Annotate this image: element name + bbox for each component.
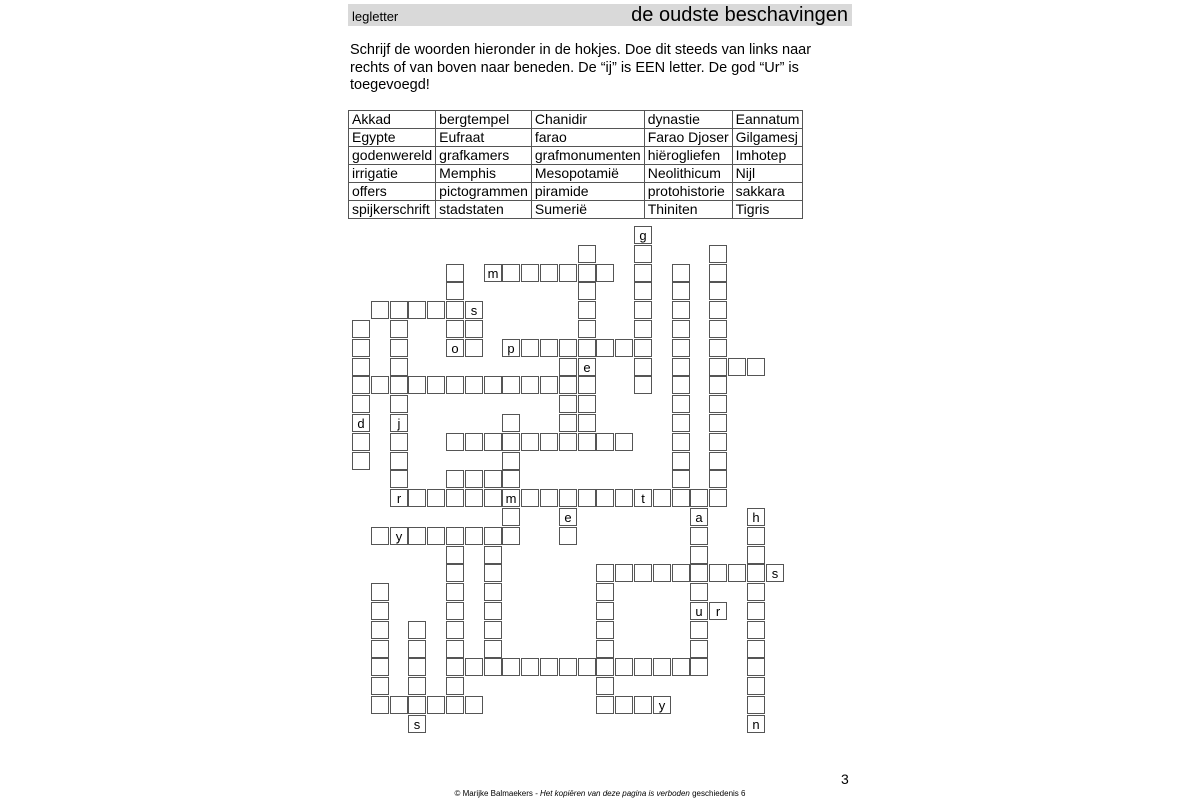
crossword-cell[interactable]	[709, 489, 727, 507]
word-cell: Akkad	[349, 111, 436, 129]
crossword-cell[interactable]	[690, 527, 708, 545]
crossword-cell[interactable]	[521, 433, 539, 451]
crossword-cell[interactable]	[390, 452, 408, 470]
crossword-cell[interactable]	[352, 358, 370, 376]
crossword-cell[interactable]	[408, 677, 426, 695]
word-cell: pictogrammen	[436, 183, 532, 201]
crossword-cell[interactable]	[634, 658, 652, 676]
crossword-cell[interactable]	[634, 339, 652, 357]
crossword-cell[interactable]	[596, 640, 614, 658]
crossword-cell[interactable]	[728, 358, 746, 376]
crossword-cell[interactable]	[559, 376, 577, 394]
page-title: de oudste beschavingen	[631, 4, 848, 26]
crossword-cell[interactable]	[502, 658, 520, 676]
crossword-cell[interactable]	[371, 658, 389, 676]
crossword-cell[interactable]	[709, 282, 727, 300]
crossword-cell[interactable]	[371, 696, 389, 714]
crossword-cell[interactable]	[371, 301, 389, 319]
crossword-cell[interactable]	[352, 376, 370, 394]
crossword-cell[interactable]	[672, 395, 690, 413]
word-list-table	[348, 110, 803, 219]
crossword-cell[interactable]	[596, 339, 614, 357]
crossword-cell[interactable]	[672, 282, 690, 300]
crossword-cell[interactable]	[446, 470, 464, 488]
crossword-cell[interactable]	[578, 320, 596, 338]
crossword-cell[interactable]	[446, 658, 464, 676]
crossword-cell[interactable]	[634, 320, 652, 338]
crossword-cell[interactable]	[352, 433, 370, 451]
crossword-cell-given[interactable]: e	[559, 508, 577, 526]
table-row	[349, 129, 803, 147]
crossword-cell[interactable]	[615, 489, 633, 507]
instructions-text: Schrijf de woorden hieronder in de hokjes. Doe dit steeds van links naar rechts of van boven naar beneden. De “ij” is EEN letter. De god “Ur” is toegevoegd!	[350, 42, 812, 93]
crossword-cell[interactable]	[596, 621, 614, 639]
crossword-cell[interactable]	[653, 658, 671, 676]
crossword-cell[interactable]	[352, 452, 370, 470]
crossword-cell[interactable]	[540, 489, 558, 507]
crossword-cell[interactable]	[578, 245, 596, 263]
crossword-cell[interactable]	[672, 564, 690, 582]
word-cell: Gilgamesj	[732, 129, 803, 147]
crossword-cell[interactable]	[690, 489, 708, 507]
crossword-cell[interactable]	[540, 264, 558, 282]
crossword-cell[interactable]	[446, 677, 464, 695]
crossword-cell[interactable]	[408, 527, 426, 545]
crossword-cell[interactable]	[408, 640, 426, 658]
crossword-cell[interactable]	[371, 621, 389, 639]
crossword-cell[interactable]	[709, 564, 727, 582]
crossword-cell[interactable]	[559, 489, 577, 507]
crossword-cell[interactable]	[352, 320, 370, 338]
crossword-cell[interactable]	[484, 433, 502, 451]
crossword-cell-given[interactable]: j	[390, 414, 408, 432]
crossword-cell[interactable]	[615, 658, 633, 676]
table-row	[349, 183, 803, 201]
crossword-cell-given[interactable]: r	[390, 489, 408, 507]
crossword-cell-given[interactable]: o	[446, 339, 464, 357]
crossword-cell-given[interactable]: t	[634, 489, 652, 507]
crossword-cell[interactable]	[672, 376, 690, 394]
crossword-cell[interactable]	[484, 546, 502, 564]
word-cell: stadstaten	[436, 201, 532, 219]
crossword-cell[interactable]	[371, 640, 389, 658]
crossword-cell[interactable]	[446, 320, 464, 338]
crossword-cell[interactable]	[690, 658, 708, 676]
crossword-cell[interactable]	[446, 301, 464, 319]
word-cell: Nijl	[732, 165, 803, 183]
crossword-cell[interactable]	[352, 339, 370, 357]
crossword-cell-given[interactable]: u	[690, 602, 708, 620]
crossword-cell[interactable]	[390, 433, 408, 451]
crossword-cell[interactable]	[578, 395, 596, 413]
crossword-cell[interactable]	[596, 602, 614, 620]
crossword-cell[interactable]	[465, 696, 483, 714]
crossword-cell[interactable]	[521, 658, 539, 676]
crossword-cell[interactable]	[446, 564, 464, 582]
crossword-cell[interactable]	[446, 489, 464, 507]
crossword-cell[interactable]	[596, 433, 614, 451]
crossword-cell[interactable]	[408, 301, 426, 319]
crossword-cell[interactable]	[390, 470, 408, 488]
crossword-cell-given[interactable]: h	[747, 508, 765, 526]
crossword-cell[interactable]	[390, 696, 408, 714]
crossword-cell-given[interactable]: r	[709, 602, 727, 620]
crossword-cell[interactable]	[446, 433, 464, 451]
crossword-cell[interactable]	[502, 414, 520, 432]
crossword-cell-given[interactable]: m	[502, 489, 520, 507]
table-row	[349, 111, 803, 129]
crossword-cell[interactable]	[690, 564, 708, 582]
crossword-cell[interactable]	[578, 658, 596, 676]
crossword-cell[interactable]	[390, 358, 408, 376]
crossword-cell[interactable]	[690, 640, 708, 658]
crossword-cell[interactable]	[408, 489, 426, 507]
footer-subject: geschiedenis 6	[692, 789, 746, 798]
crossword-cell-given[interactable]: a	[690, 508, 708, 526]
crossword-cell-given[interactable]: s	[766, 564, 784, 582]
crossword-cell[interactable]	[465, 320, 483, 338]
crossword-cell[interactable]	[747, 546, 765, 564]
crossword-cell[interactable]	[427, 489, 445, 507]
crossword-cell[interactable]	[521, 376, 539, 394]
crossword-cell[interactable]	[446, 602, 464, 620]
crossword-cell[interactable]	[672, 433, 690, 451]
crossword-cell[interactable]	[747, 658, 765, 676]
crossword-cell[interactable]	[672, 489, 690, 507]
word-cell: sakkara	[732, 183, 803, 201]
crossword-cell[interactable]	[653, 564, 671, 582]
crossword-cell[interactable]	[559, 414, 577, 432]
footer-copyright: © Marijke Balmaekers	[454, 789, 533, 798]
header-label: legletter	[352, 9, 399, 24]
crossword-cell[interactable]	[446, 527, 464, 545]
crossword-cell[interactable]	[578, 282, 596, 300]
word-cell: hiërogliefen	[644, 147, 732, 165]
crossword-cell[interactable]	[390, 376, 408, 394]
word-cell: godenwereld	[349, 147, 436, 165]
crossword-cell[interactable]	[672, 470, 690, 488]
crossword-cell[interactable]	[465, 470, 483, 488]
crossword-cell[interactable]	[521, 264, 539, 282]
crossword-cell[interactable]	[465, 339, 483, 357]
footer-note: - Het kopiëren van deze pagina is verboden	[535, 789, 690, 798]
crossword-cell[interactable]	[502, 470, 520, 488]
crossword-cell[interactable]	[502, 508, 520, 526]
word-cell: Tigris	[732, 201, 803, 219]
crossword-cell[interactable]	[446, 583, 464, 601]
crossword-cell[interactable]	[427, 696, 445, 714]
crossword-cell[interactable]	[596, 264, 614, 282]
word-cell: Egypte	[349, 129, 436, 147]
crossword-cell[interactable]	[709, 470, 727, 488]
crossword-cell[interactable]	[446, 640, 464, 658]
crossword-cell[interactable]	[634, 264, 652, 282]
crossword-cell[interactable]	[596, 696, 614, 714]
crossword-cell[interactable]	[559, 339, 577, 357]
word-cell: grafmonumenten	[531, 147, 644, 165]
crossword-cell-given[interactable]: n	[747, 715, 765, 733]
word-cell: Thiniten	[644, 201, 732, 219]
crossword-cell[interactable]	[484, 640, 502, 658]
word-cell: grafkamers	[436, 147, 532, 165]
crossword-cell[interactable]	[747, 527, 765, 545]
table-row	[349, 201, 803, 219]
crossword-cell-given[interactable]: g	[634, 226, 652, 244]
crossword-cell[interactable]	[427, 376, 445, 394]
crossword-cell[interactable]	[709, 376, 727, 394]
crossword-cell[interactable]	[709, 414, 727, 432]
crossword-cell[interactable]	[465, 489, 483, 507]
crossword-cell[interactable]	[540, 376, 558, 394]
header-bar	[348, 4, 852, 26]
crossword-cell[interactable]	[559, 433, 577, 451]
crossword-cell[interactable]	[465, 376, 483, 394]
crossword-cell[interactable]	[747, 602, 765, 620]
crossword-cell-given[interactable]: y	[653, 696, 671, 714]
crossword-cell[interactable]	[709, 264, 727, 282]
crossword-cell[interactable]	[634, 358, 652, 376]
crossword-cell[interactable]	[484, 564, 502, 582]
crossword-cell[interactable]	[690, 583, 708, 601]
crossword-cell[interactable]	[446, 376, 464, 394]
crossword-cell[interactable]	[653, 489, 671, 507]
crossword-cell[interactable]	[672, 452, 690, 470]
crossword-cell-given[interactable]: e	[578, 358, 596, 376]
crossword-cell[interactable]	[615, 339, 633, 357]
crossword-cell[interactable]	[578, 414, 596, 432]
crossword-cell[interactable]	[540, 433, 558, 451]
crossword-cell[interactable]	[615, 433, 633, 451]
crossword-cell[interactable]	[672, 339, 690, 357]
crossword-cell[interactable]	[672, 301, 690, 319]
crossword-cell[interactable]	[690, 621, 708, 639]
crossword-cell[interactable]	[728, 564, 746, 582]
crossword-cell[interactable]	[634, 564, 652, 582]
crossword-cell[interactable]	[390, 339, 408, 357]
crossword-cell[interactable]	[465, 433, 483, 451]
crossword-cell[interactable]	[615, 564, 633, 582]
crossword-cell[interactable]	[672, 658, 690, 676]
crossword-cell[interactable]	[596, 489, 614, 507]
word-cell: Chanidir	[531, 111, 644, 129]
crossword-cell[interactable]	[596, 658, 614, 676]
crossword-cell[interactable]	[578, 489, 596, 507]
word-cell: farao	[531, 129, 644, 147]
crossword-cell[interactable]	[634, 301, 652, 319]
crossword-cell[interactable]	[672, 358, 690, 376]
crossword-cell[interactable]	[465, 658, 483, 676]
crossword-cell[interactable]	[484, 602, 502, 620]
crossword-cell-given[interactable]: m	[484, 264, 502, 282]
crossword-cell[interactable]	[747, 583, 765, 601]
crossword-cell-given[interactable]: y	[390, 527, 408, 545]
crossword-cell[interactable]	[390, 395, 408, 413]
crossword-cell[interactable]	[672, 264, 690, 282]
crossword-cell[interactable]	[521, 339, 539, 357]
crossword-cell[interactable]	[484, 489, 502, 507]
table-row	[349, 147, 803, 165]
crossword-cell[interactable]	[709, 358, 727, 376]
word-cell: Memphis	[436, 165, 532, 183]
crossword-cell[interactable]	[578, 433, 596, 451]
crossword-cell[interactable]	[578, 301, 596, 319]
word-cell: offers	[349, 183, 436, 201]
crossword-cell[interactable]	[559, 527, 577, 545]
crossword-cell[interactable]	[578, 376, 596, 394]
crossword-cell[interactable]	[634, 696, 652, 714]
crossword-cell[interactable]	[709, 395, 727, 413]
footer	[0, 789, 1200, 798]
crossword-cell[interactable]	[596, 564, 614, 582]
crossword-cell[interactable]	[352, 395, 370, 413]
crossword-cell[interactable]	[408, 696, 426, 714]
crossword-cell[interactable]	[390, 320, 408, 338]
crossword-cell[interactable]	[446, 696, 464, 714]
word-cell: Farao Djoser	[644, 129, 732, 147]
word-cell: Eannatum	[732, 111, 803, 129]
crossword-cell[interactable]	[709, 339, 727, 357]
crossword-cell[interactable]	[709, 452, 727, 470]
crossword-cell[interactable]	[484, 376, 502, 394]
crossword-cell[interactable]	[390, 301, 408, 319]
crossword-cell[interactable]	[747, 564, 765, 582]
crossword-cell[interactable]	[540, 339, 558, 357]
word-cell: Imhotep	[732, 147, 803, 165]
crossword-cell-given[interactable]: s	[465, 301, 483, 319]
crossword-cell[interactable]	[371, 527, 389, 545]
crossword-cell[interactable]	[408, 658, 426, 676]
crossword-cell[interactable]	[371, 602, 389, 620]
crossword-cell[interactable]	[747, 696, 765, 714]
crossword-cell[interactable]	[709, 433, 727, 451]
word-cell: piramide	[531, 183, 644, 201]
word-cell: Mesopotamië	[531, 165, 644, 183]
crossword-cell[interactable]	[747, 677, 765, 695]
crossword-cell[interactable]	[446, 546, 464, 564]
word-cell: spijkerschrift	[349, 201, 436, 219]
crossword-cell[interactable]	[634, 376, 652, 394]
crossword-cell[interactable]	[371, 677, 389, 695]
crossword-cell-given[interactable]: p	[502, 339, 520, 357]
crossword-cell[interactable]	[427, 527, 445, 545]
crossword-cell[interactable]	[502, 376, 520, 394]
word-cell: Eufraat	[436, 129, 532, 147]
crossword-cell[interactable]	[371, 376, 389, 394]
crossword-cell[interactable]	[446, 621, 464, 639]
word-cell: Sumerië	[531, 201, 644, 219]
word-cell: bergtempel	[436, 111, 532, 129]
crossword-cell[interactable]	[559, 658, 577, 676]
crossword-cell[interactable]	[484, 621, 502, 639]
crossword-cell[interactable]	[672, 320, 690, 338]
word-cell: protohistorie	[644, 183, 732, 201]
crossword-cell[interactable]	[747, 640, 765, 658]
crossword-cell[interactable]	[709, 245, 727, 263]
crossword-cell[interactable]	[559, 264, 577, 282]
crossword-cell[interactable]	[408, 376, 426, 394]
crossword-cell[interactable]	[615, 696, 633, 714]
crossword-cell[interactable]	[371, 583, 389, 601]
crossword-cell[interactable]	[596, 583, 614, 601]
crossword-cell[interactable]	[502, 527, 520, 545]
crossword-cell-given[interactable]: s	[408, 715, 426, 733]
crossword-cell[interactable]	[484, 658, 502, 676]
page-number: 3	[841, 771, 849, 787]
crossword-cell[interactable]	[484, 470, 502, 488]
crossword-cell[interactable]	[484, 527, 502, 545]
crossword-cell[interactable]	[559, 395, 577, 413]
table-row	[349, 165, 803, 183]
crossword-cell[interactable]	[502, 433, 520, 451]
crossword-cell[interactable]	[634, 245, 652, 263]
crossword-cell[interactable]	[747, 621, 765, 639]
crossword-cell[interactable]	[502, 452, 520, 470]
crossword-cell[interactable]	[672, 414, 690, 432]
crossword-cell[interactable]	[408, 621, 426, 639]
crossword-cell[interactable]	[521, 489, 539, 507]
crossword-cell[interactable]	[709, 301, 727, 319]
crossword-cell[interactable]	[578, 339, 596, 357]
crossword-cell[interactable]	[540, 658, 558, 676]
crossword-cell[interactable]	[709, 320, 727, 338]
crossword-cell[interactable]	[747, 358, 765, 376]
word-cell: irrigatie	[349, 165, 436, 183]
crossword-cell[interactable]	[446, 264, 464, 282]
crossword-cell-given[interactable]: d	[352, 414, 370, 432]
crossword-cell[interactable]	[465, 527, 483, 545]
crossword-cell[interactable]	[634, 282, 652, 300]
crossword-cell[interactable]	[559, 358, 577, 376]
crossword-cell[interactable]	[427, 301, 445, 319]
crossword-cell[interactable]	[446, 282, 464, 300]
crossword-cell[interactable]	[484, 583, 502, 601]
word-cell: Neolithicum	[644, 165, 732, 183]
word-cell: dynastie	[644, 111, 732, 129]
crossword-cell[interactable]	[578, 264, 596, 282]
crossword-cell[interactable]	[690, 546, 708, 564]
crossword-cell[interactable]	[502, 264, 520, 282]
crossword-cell[interactable]	[596, 677, 614, 695]
